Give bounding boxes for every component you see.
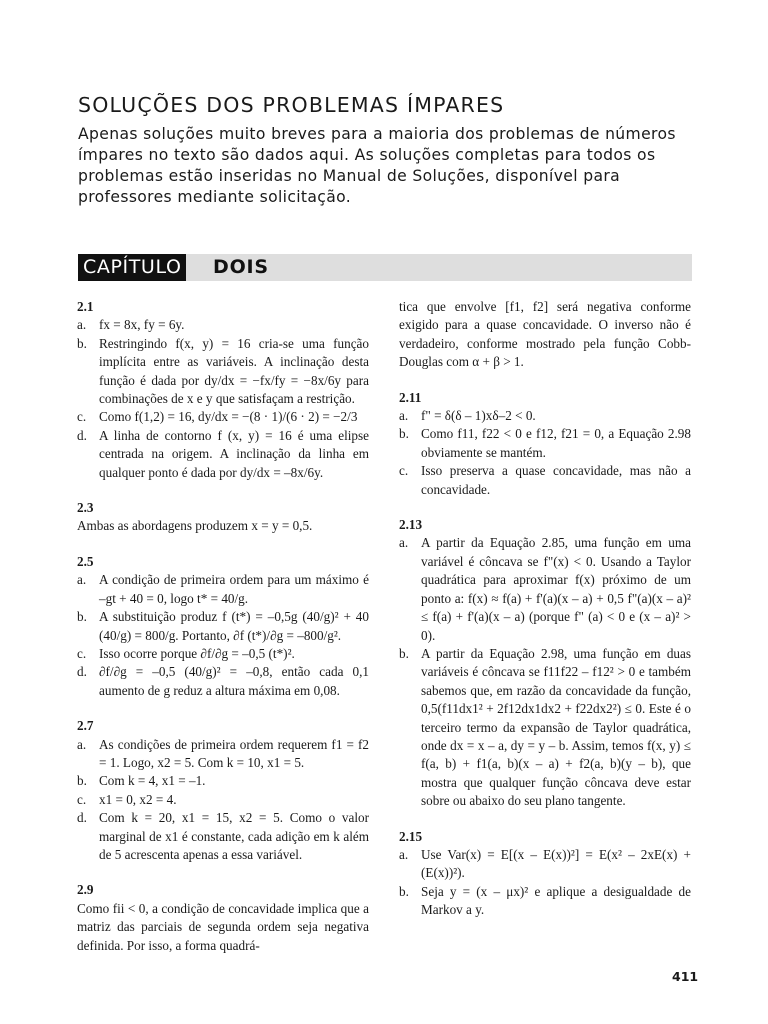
item-label: c. bbox=[77, 409, 87, 425]
solution-item bbox=[77, 408, 369, 426]
item-label: a. bbox=[77, 572, 87, 588]
item-label: a. bbox=[399, 535, 409, 551]
solution-section bbox=[77, 553, 369, 700]
item-label: d. bbox=[77, 664, 87, 680]
solution-item bbox=[399, 846, 691, 883]
item-label: c. bbox=[399, 463, 409, 479]
chapter-banner bbox=[78, 254, 692, 281]
solution-item bbox=[77, 809, 369, 864]
solution-item bbox=[77, 608, 369, 645]
item-text: x1 = 0, x2 = 4. bbox=[99, 791, 177, 807]
item-text: A linha de contorno f (x, y) = 16 é uma elipse centrada na origem. A inclinação da linha em qualquer ponto é dada por dy/dx = –8x/6y. bbox=[99, 427, 369, 480]
item-label: a. bbox=[77, 317, 87, 333]
solution-item bbox=[399, 534, 691, 644]
item-text: A partir da Equação 2.85, uma função em uma variável é côncava se f"(x) < 0. Usando a Taylor quadrática para aproximar f(x) próximo de um ponto a: f(x) ≈ f(a) + f'(a)(x – a) + 0,5 f"(a)(x – a)² ≤ f(a) + f'(a)(x – a) (porque f" (a) < 0 e (x – a)² > 0). bbox=[421, 535, 691, 643]
solution-number: 2.5 bbox=[77, 553, 94, 569]
solution-paragraph: tica que envolve [f1, f2] será negativa conforme exigido para a quase concavidade. O inverso não é verdadeiro, conforme mostrado pela função Cobb-Douglas com α + β > 1. bbox=[399, 299, 691, 370]
item-label: d. bbox=[77, 427, 87, 443]
item-text: Como f11, f22 < 0 e f12, f21 = 0, a Equação 2.98 obviamente se mantém. bbox=[421, 426, 691, 460]
page-number: 411 bbox=[672, 969, 699, 984]
solution-section bbox=[77, 499, 369, 536]
solution-item bbox=[77, 663, 369, 700]
item-label: a. bbox=[77, 736, 87, 752]
item-text: A condição de primeira ordem para um máximo é –gt + 40 = 0, logo t* = 40/g. bbox=[99, 572, 369, 606]
solution-item bbox=[77, 571, 369, 608]
solution-number: 2.7 bbox=[77, 718, 94, 734]
item-text: As condições de primeira ordem requerem f1 = f2 = 1. Logo, x2 = 5. Com k = 10, x1 = 5. bbox=[99, 736, 369, 770]
solution-section bbox=[77, 717, 369, 864]
item-text: ∂f/∂g = –0,5 (40/g)² = –0,8, então cada 0,1 aumento de g reduz a altura máxima em 0,08. bbox=[99, 664, 369, 698]
item-label: a. bbox=[399, 846, 409, 862]
solution-number: 2.15 bbox=[399, 828, 423, 844]
left-column bbox=[77, 298, 369, 972]
item-label: b. bbox=[77, 773, 87, 789]
solution-item bbox=[77, 335, 369, 409]
solution-number: 2.11 bbox=[399, 389, 422, 405]
solution-number: 2.13 bbox=[399, 517, 423, 533]
item-label: c. bbox=[77, 645, 87, 661]
item-label: b. bbox=[399, 883, 409, 899]
solution-item bbox=[399, 462, 691, 499]
item-label: d. bbox=[77, 810, 87, 826]
solution-item bbox=[77, 736, 369, 773]
solution-section bbox=[77, 881, 369, 955]
item-text: Com k = 4, x1 = –1. bbox=[99, 773, 206, 789]
solution-number: 2.1 bbox=[77, 299, 94, 314]
solution-item bbox=[77, 316, 369, 334]
item-text: Seja y = (x – μx)² e aplique a desigualdade de Markov a y. bbox=[421, 883, 691, 918]
solution-paragraph: Como fii < 0, a condição de concavidade implica que a matriz das parciais de segunda ordem seja negativa definida. Por isso, a forma quadrá- bbox=[77, 900, 369, 953]
chapter-number: DOIS bbox=[213, 256, 269, 278]
item-text: Restringindo f(x, y) = 16 cria-se uma função implícita entre as variáveis. A inclinação desta função é dada por dy/dx = −fx/fy = −8x/6y para combinações de x e y que satisfaçam a restrição. bbox=[99, 335, 369, 407]
solution-item bbox=[399, 645, 691, 811]
solution-section bbox=[399, 389, 691, 499]
solution-section bbox=[399, 298, 691, 372]
item-label: a. bbox=[399, 408, 409, 424]
item-label: b. bbox=[399, 645, 409, 661]
solution-section bbox=[77, 298, 369, 482]
solution-item bbox=[399, 883, 691, 920]
solution-item bbox=[399, 425, 691, 462]
solution-number: 2.3 bbox=[77, 500, 94, 516]
page-title: SOLUÇÕES DOS PROBLEMAS ÍMPARES bbox=[78, 93, 505, 117]
item-text: Como f(1,2) = 16, dy/dx = −(8 · 1)/(6 · 2) = −2/3 bbox=[99, 409, 358, 425]
solution-section bbox=[399, 516, 691, 811]
solution-item bbox=[77, 427, 369, 482]
item-label: c. bbox=[77, 791, 87, 807]
right-column bbox=[399, 298, 691, 937]
item-label: b. bbox=[77, 609, 87, 625]
item-text: f" = δ(δ – 1)xδ–2 < 0. bbox=[421, 408, 536, 424]
solution-item bbox=[77, 791, 369, 809]
solution-paragraph: Ambas as abordagens produzem x = y = 0,5. bbox=[77, 518, 313, 534]
solution-section bbox=[399, 828, 691, 920]
intro-paragraph: Apenas soluções muito breves para a maioria dos problemas de números ímpares no texto são dados aqui. As soluções completas para todos os problemas estão inseridas no Manual de Soluções, disponível para professores mediante solicitação. bbox=[78, 125, 676, 206]
solution-item bbox=[77, 772, 369, 790]
chapter-label: CAPÍTULO bbox=[78, 254, 186, 281]
solution-item bbox=[399, 407, 691, 425]
item-text: Isso ocorre porque ∂f/∂g = –0,5 (t*)². bbox=[99, 645, 295, 661]
item-text: Isso preserva a quase concavidade, mas não a concavidade. bbox=[421, 463, 691, 497]
solution-number: 2.9 bbox=[77, 882, 94, 898]
item-label: b. bbox=[399, 426, 409, 442]
item-text: Com k = 20, x1 = 15, x2 = 5. Como o valor marginal de x1 é constante, cada adição em k além de 5 acrescenta apenas a essa variável. bbox=[99, 810, 369, 862]
item-text: fx = 8x, fy = 6y. bbox=[99, 317, 185, 333]
item-text: A partir da Equação 2.98, uma função em duas variáveis é côncava se f11f22 – f12² > 0 e também sabemos que, em razão da concavidade da função, 0,5(f11dx1² + 2f12dx1dx2 + f22dx2²) ≤ 0. Este é o terceiro termo da expansão de Taylor quadrática, onde dx = x – a, dy = y – b. Assim, temos f(x, y) ≤ f(a, b) + f1(a, b)(x – a) + f2(a, b)(y – b), que mostra que qualquer função côncava deve estar sobre ou abaixo do seu plano tangente. bbox=[421, 645, 691, 809]
item-text: Use Var(x) = E[(x – E(x))²] = E(x² – 2xE(x) + (E(x))²). bbox=[421, 846, 691, 881]
solution-item bbox=[77, 645, 369, 663]
item-text: A substituição produz f (t*) = –0,5g (40/g)² + 40 (40/g) = 800/g. Portanto, ∂f (t*)/∂g = –800/g². bbox=[99, 609, 369, 643]
item-label: b. bbox=[77, 335, 87, 351]
